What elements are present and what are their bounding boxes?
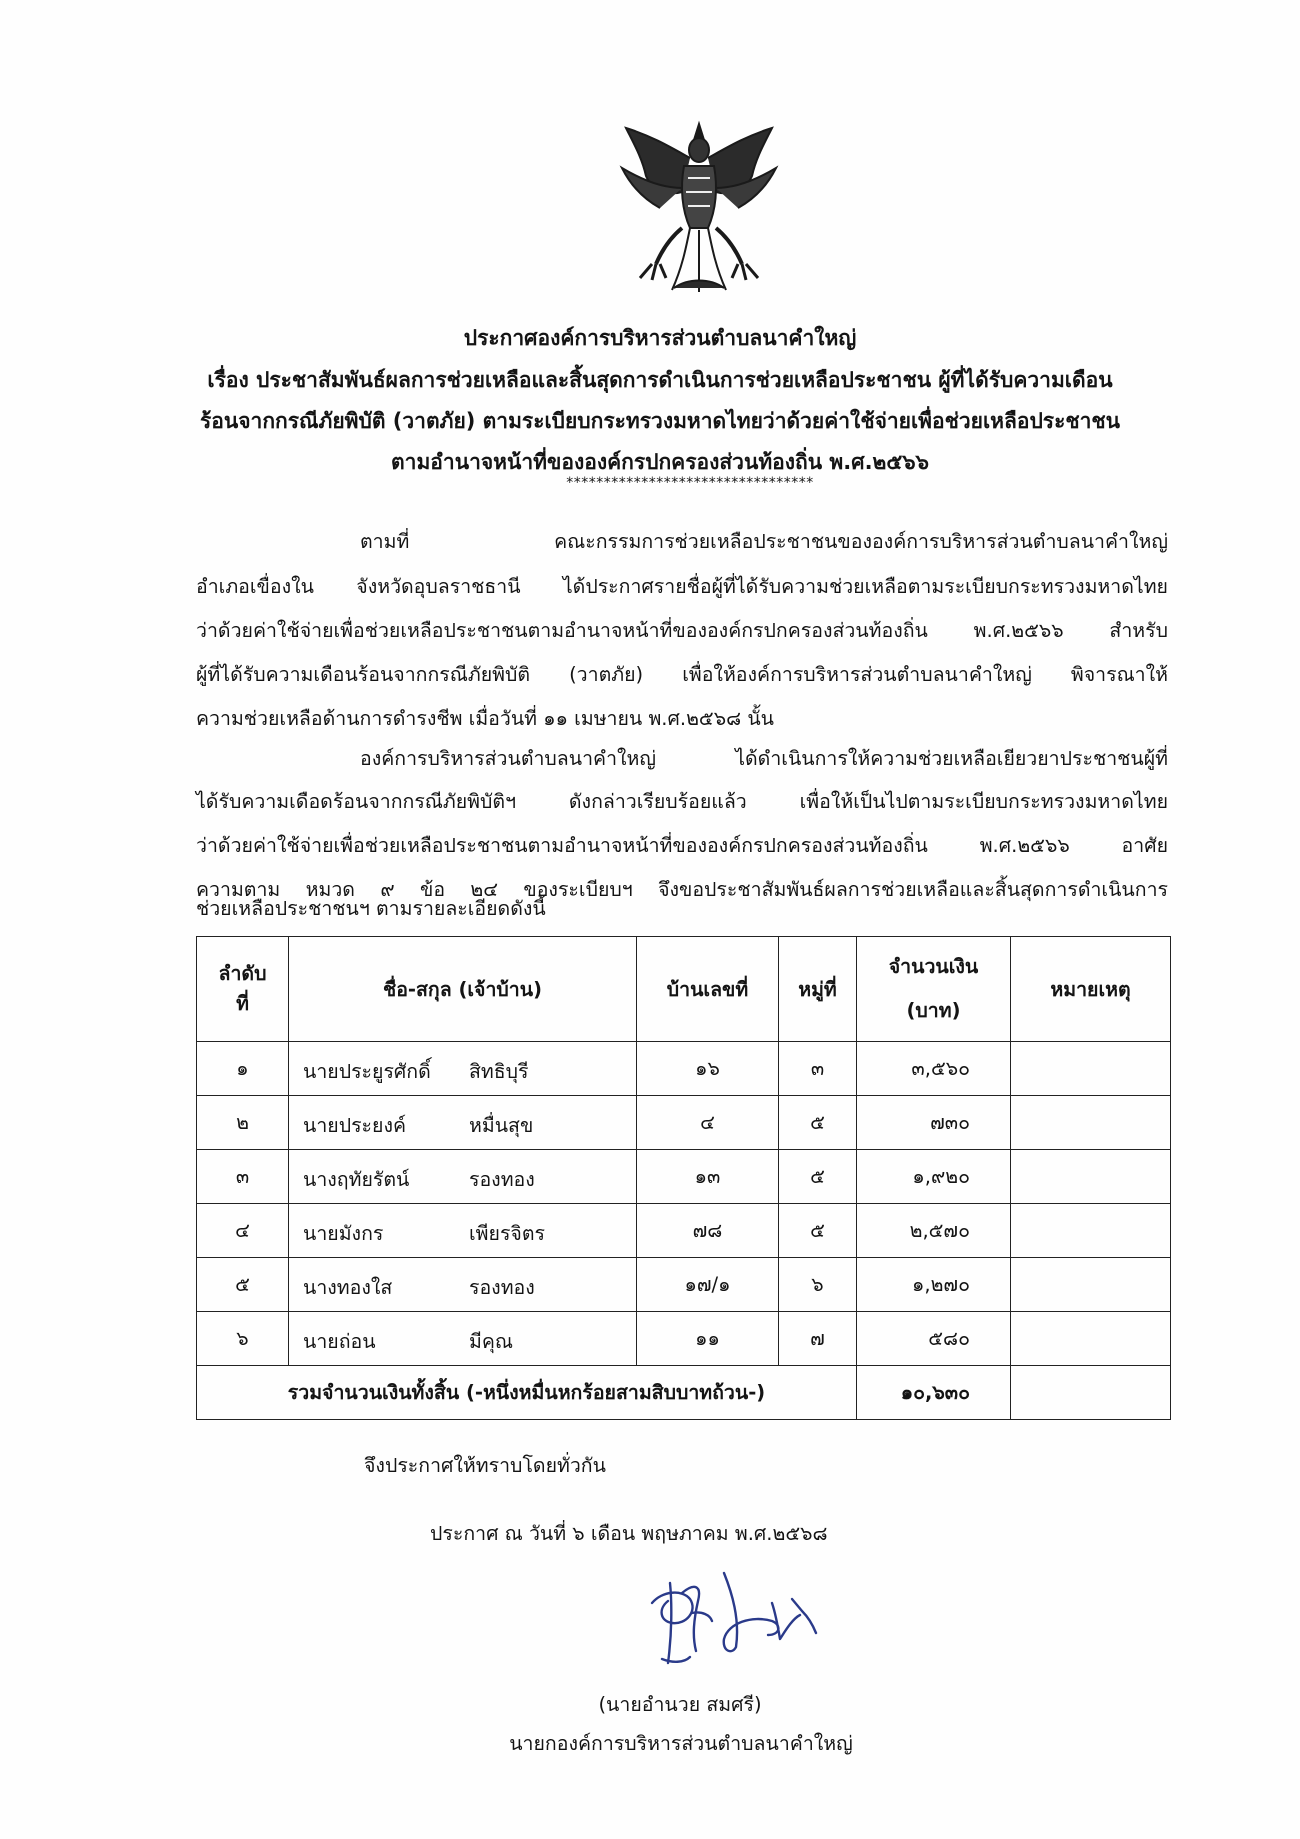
row-amount: ๗๓๐ bbox=[857, 1096, 1011, 1150]
row-remark bbox=[1011, 1258, 1171, 1312]
row-no: ๑ bbox=[197, 1042, 289, 1096]
header-house-no: บ้านเลขที่ bbox=[637, 937, 779, 1042]
table-total-row bbox=[197, 1366, 1171, 1420]
table-header-row bbox=[197, 937, 1171, 1042]
row-house: ๑๖ bbox=[637, 1042, 779, 1096]
row-amount: ๓,๕๖๐ bbox=[857, 1042, 1011, 1096]
row-village: ๕ bbox=[779, 1096, 857, 1150]
row-amount: ๑,๒๗๐ bbox=[857, 1258, 1011, 1312]
row-house: ๗๘ bbox=[637, 1204, 779, 1258]
paragraph2-line: ได้รับความเดือดร้อนจากกรณีภัยพิบัติฯ ดังกล่าวเรียบร้อยแล้ว เพื่อให้เป็นไปตามระเบียบกระทรวงมหาดไทย bbox=[196, 790, 1168, 813]
row-name bbox=[289, 1042, 637, 1096]
row-no: ๓ bbox=[197, 1150, 289, 1204]
row-name bbox=[289, 1150, 637, 1204]
first-name: นางทองใส bbox=[303, 1276, 393, 1299]
separator-stars: ********************************* bbox=[566, 475, 814, 491]
paragraph2-line: ความตาม หมวด ๙ ข้อ ๒๔ ของระเบียบฯ จึงขอประชาสัมพันธ์ผลการช่วยเหลือและสิ้นสุดการดำเนินการ bbox=[196, 878, 1168, 901]
header-name: ชื่อ-สกุล (เจ้าบ้าน) bbox=[289, 937, 637, 1042]
paragraph2-line: องค์การบริหารส่วนตำบลนาคำใหญ่ ได้ดำเนินการให้ความช่วยเหลือเยียวยาประชาชนผู้ที่ bbox=[360, 747, 1168, 770]
subject-line-2: ร้อนจากกรณีภัยพิบัติ (วาตภัย) ตามระเบียบกระทรวงมหาดไทยว่าด้วยค่าใช้จ่ายเพื่อช่วยเหลือประชาชน bbox=[199, 409, 1120, 433]
row-house: ๑๗/๑ bbox=[637, 1258, 779, 1312]
first-name: นายถ่อน bbox=[303, 1330, 376, 1353]
last-name: สิทธิบุรี bbox=[469, 1060, 529, 1083]
row-village: ๗ bbox=[779, 1312, 857, 1366]
row-amount: ๕๘๐ bbox=[857, 1312, 1011, 1366]
row-remark bbox=[1011, 1312, 1171, 1366]
row-remark bbox=[1011, 1042, 1171, 1096]
row-no: ๔ bbox=[197, 1204, 289, 1258]
paragraph2-line: ว่าด้วยค่าใช้จ่ายเพื่อช่วยเหลือประชาชนตามอำนาจหน้าที่ขององค์กรปกครองส่วนท้องถิ่น พ.ศ.๒๕๖๖ อาศัย bbox=[196, 834, 1168, 857]
last-name: มีคุณ bbox=[469, 1330, 513, 1353]
row-remark bbox=[1011, 1096, 1171, 1150]
first-name: นางฤทัยรัตน์ bbox=[303, 1168, 410, 1191]
row-no: ๒ bbox=[197, 1096, 289, 1150]
signatory-position: นายกองค์การบริหารส่วนตำบลนาคำใหญ่ bbox=[509, 1732, 853, 1755]
header-order: ลำดับ ที่ bbox=[197, 937, 289, 1042]
row-no: ๕ bbox=[197, 1258, 289, 1312]
total-label: รวมจำนวนเงินทั้งสิ้น (-หนึ่งหมื่นหกร้อยสามสิบบาทถ้วน-) bbox=[197, 1366, 857, 1420]
signature-icon bbox=[632, 1563, 832, 1667]
row-house: ๑๓ bbox=[637, 1150, 779, 1204]
row-amount: ๑,๙๒๐ bbox=[857, 1150, 1011, 1204]
table-row bbox=[197, 1150, 1171, 1204]
row-name bbox=[289, 1204, 637, 1258]
row-village: ๓ bbox=[779, 1042, 857, 1096]
subject-line-1: เรื่อง ประชาสัมพันธ์ผลการช่วยเหลือและสิ้นสุดการดำเนินการช่วยเหลือประชาชน ผู้ที่ได้รับความเดือน bbox=[207, 368, 1113, 392]
row-name bbox=[289, 1312, 637, 1366]
header-village: หมู่ที่ bbox=[779, 937, 857, 1042]
first-name: นายมังกร bbox=[303, 1222, 384, 1245]
row-name bbox=[289, 1096, 637, 1150]
last-name: รองทอง bbox=[469, 1168, 535, 1191]
row-village: ๕ bbox=[779, 1150, 857, 1204]
row-village: ๕ bbox=[779, 1204, 857, 1258]
table-row bbox=[197, 1204, 1171, 1258]
paragraph1-line: อำเภอเขื่องใน จังหวัดอุบลราชธานี ได้ประกาศรายชื่อผู้ที่ได้รับความช่วยเหลือตามระเบียบกระทรวงมหาดไทย bbox=[196, 575, 1168, 598]
announcement-date: ประกาศ ณ วันที่ ๖ เดือน พฤษภาคม พ.ศ.๒๕๖๘ bbox=[430, 1522, 828, 1545]
paragraph1-line: ว่าด้วยค่าใช้จ่ายเพื่อช่วยเหลือประชาชนตามอำนาจหน้าที่ขององค์กรปกครองส่วนท้องถิ่น พ.ศ.๒๕๖๖ สำหรับ bbox=[196, 619, 1168, 642]
subject-line-3: ตามอำนาจหน้าที่ขององค์กรปกครองส่วนท้องถิ่น พ.ศ.๒๕๖๖ bbox=[391, 450, 929, 474]
header-amount: จำนวนเงิน (บาท) bbox=[857, 937, 1011, 1042]
row-village: ๖ bbox=[779, 1258, 857, 1312]
last-name: เพียรจิตร bbox=[469, 1222, 545, 1245]
paragraph2-line-last: ช่วยเหลือประชาชนฯ ตามรายละเอียดดังนี้ bbox=[196, 897, 546, 920]
assistance-table bbox=[196, 936, 1171, 1420]
paragraph1-line: ผู้ที่ได้รับความเดือนร้อนจากกรณีภัยพิบัติ (วาตภัย) เพื่อให้องค์การบริหารส่วนตำบลนาคำใหญ่ พิจารณาให้ bbox=[196, 663, 1168, 686]
table-row bbox=[197, 1258, 1171, 1312]
table-row bbox=[197, 1096, 1171, 1150]
paragraph1-line: ความช่วยเหลือด้านการดำรงชีพ เมื่อวันที่ ๑๑ เมษายน พ.ศ.๒๕๖๘ นั้น bbox=[196, 707, 774, 730]
paragraph1-line: ตามที่ คณะกรรมการช่วยเหลือประชาชนขององค์การบริหารส่วนตำบลนาคำใหญ่ bbox=[360, 530, 1168, 553]
row-name bbox=[289, 1258, 637, 1312]
first-name: นายประยูรศักดิ์ bbox=[303, 1060, 431, 1083]
total-remark bbox=[1011, 1366, 1171, 1420]
total-amount: ๑๐,๖๓๐ bbox=[857, 1366, 1011, 1420]
garuda-emblem-icon bbox=[612, 118, 786, 298]
announcement-title: ประกาศองค์การบริหารส่วนตำบลนาคำใหญ่ bbox=[463, 326, 857, 350]
last-name: หมื่นสุข bbox=[469, 1114, 534, 1137]
row-house: ๔ bbox=[637, 1096, 779, 1150]
row-remark bbox=[1011, 1204, 1171, 1258]
row-house: ๑๑ bbox=[637, 1312, 779, 1366]
header-remark: หมายเหตุ bbox=[1011, 937, 1171, 1042]
row-no: ๖ bbox=[197, 1312, 289, 1366]
table-row bbox=[197, 1312, 1171, 1366]
table-row bbox=[197, 1042, 1171, 1096]
signatory-name: (นายอำนวย สมศรี) bbox=[598, 1693, 762, 1716]
row-remark bbox=[1011, 1150, 1171, 1204]
last-name: รองทอง bbox=[469, 1276, 535, 1299]
closing-text: จึงประกาศให้ทราบโดยทั่วกัน bbox=[364, 1454, 606, 1477]
row-amount: ๒,๕๗๐ bbox=[857, 1204, 1011, 1258]
first-name: นายประยงค์ bbox=[303, 1114, 407, 1137]
